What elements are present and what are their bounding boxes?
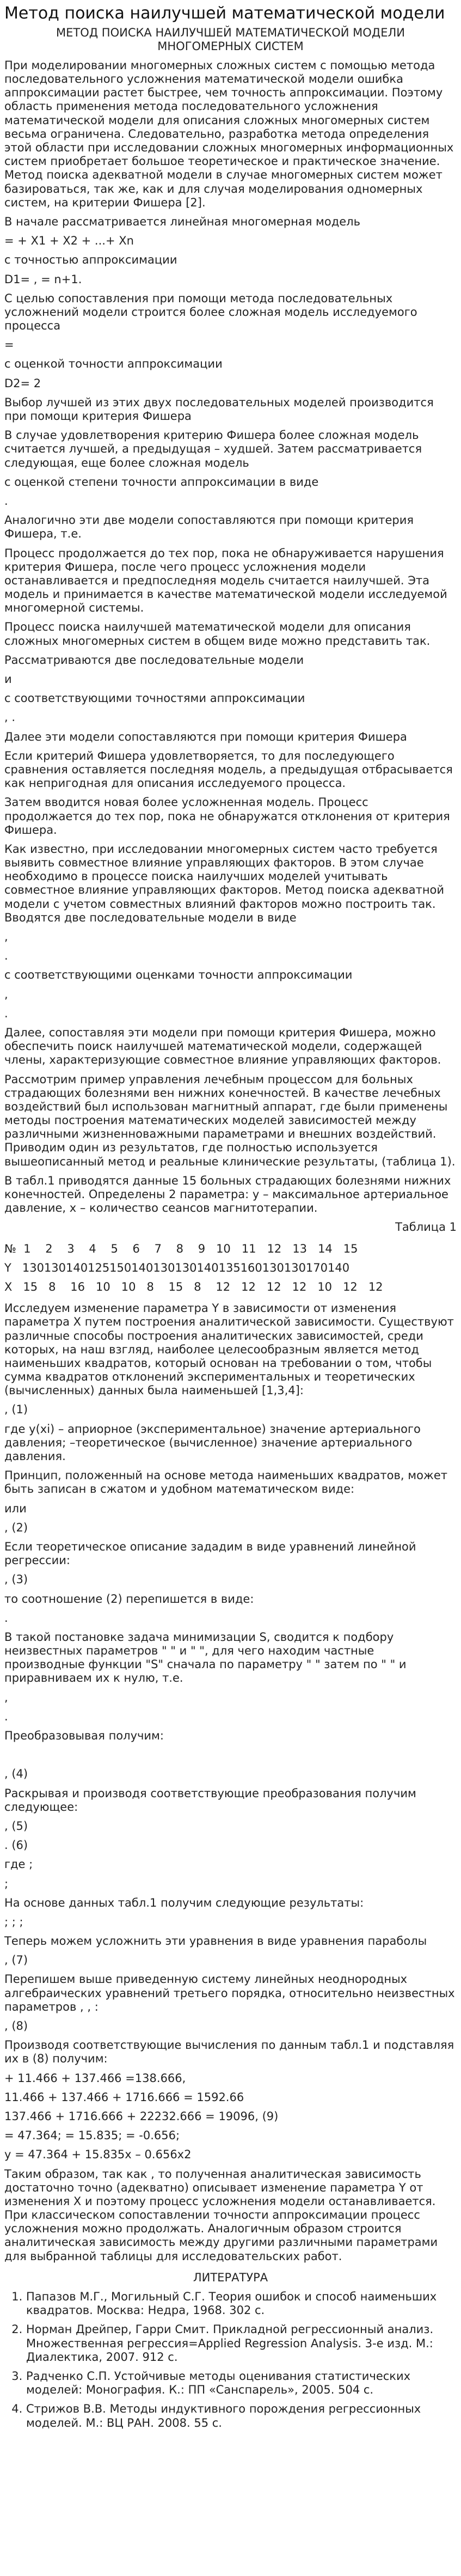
paragraph: На основе данных табл.1 получим следующие результаты: [4, 1896, 364, 1909]
paragraph: Если теоретическое описание зададим в виде уравнений линейной регрессии: [4, 1540, 416, 1567]
table-row-number: № 1 2 3 4 5 6 7 8 9 10 11 12 13 14 15 [4, 1242, 358, 1255]
paragraph: Рассматриваются две последовательные модели [4, 653, 304, 667]
reference-item: 1. Папазов М.Г., Могильный С.Г. Теория ошибок и способ наименьших квадратов. Москва: Недра, 1968. 302 с. [26, 2290, 457, 2317]
formula: y = 47.364 + 15.835x – 0.656x2 [4, 2148, 192, 2162]
paragraph: Затем вводится новая более усложненная модель. Процесс продолжается до тех пор, пока не обнаружатся отклонения от критерия Фишера. [4, 796, 450, 837]
formula: где ; [4, 1858, 33, 1871]
formula: . [4, 1611, 8, 1625]
formula: , [4, 1690, 8, 1704]
formula: . (6) [4, 1839, 28, 1852]
paragraph: с точностью аппроксимации [4, 253, 177, 267]
paragraph: то соотношение (2) перепишется в виде: [4, 1592, 254, 1606]
paragraph: Если критерий Фишера удовлетворяется, то для последующего сравнения оставляется последняя модель, а предыдущая отбрасывается как непригодная для описания исследуемого процесса. [4, 749, 453, 790]
paragraph: Рассмотрим пример управления лечебным процессом для больных страдающих болезнями вен нижних конечностей. В качестве лечебных воздействий был использован магнитный аппарат, где были применены методы построения математических моделей зависимостей между различными жизненноважными параметрами и внешних воздействий. Приводим один из результатов, где полностью используется вышеописанный метод и реальные клинические результаты, (таблица 1). [4, 1072, 456, 1168]
formula: или [4, 1501, 27, 1515]
paragraph: С целью сопоставления при помощи метода последовательных усложнений модели строится более сложная модель исследуемого процесса [4, 291, 417, 333]
paragraph: с соответствующими точностями аппроксимации [4, 692, 305, 705]
formula: = + X1 + X2 + ...+ Xn [4, 234, 134, 248]
paragraph: При моделировании многомерных сложных систем с помощью метода последовательного усложнения математической модели ошибка аппроксимации растет быстрее, чем точность аппроксимации. Поэтому область применения метода последовательного усложнения математической модели для описания сложных многомерных систем весьма ограничена. Следовательно, разработка метода определения этой области при исследовании сложных многомерных информационных систем приобретает большое теоретическое и практическое значение. Метод поиска адекватной модели в случае многомерных систем может базироваться, так же, как и для случая моделирования одномерных систем, на критерии Фишера [2]. [4, 58, 454, 209]
paragraph: с оценкой точности аппроксимации [4, 357, 223, 371]
paragraph: Производя соответствующие вычисления по данным табл.1 и подставляя их в (8) получим: [4, 2038, 454, 2066]
data-table [4, 1242, 457, 1295]
formula: , [4, 987, 8, 1001]
document [4, 0, 457, 2435]
paragraph: Процесс продолжается до тех пор, пока не обнаруживается нарушения критерия Фишера, после чего процесс усложнения модели останавливается и предпоследняя модель считается наилучшей. Эта модель и принимается в качестве математической модели исследуемой многомерной системы. [4, 546, 447, 615]
paragraph: Перепишем выше приведенную систему линейных неоднородных алгебраических уравнений третьего порядка, относительно неизвестных параметров , , : [4, 1973, 455, 2013]
reference-item: 2. Норман Дрейпер, Гарри Смит. Прикладной регрессионный анализ. Множественная регрессия=Applied Regression Analysis. 3-е изд. М.: Диалектика, 2007. 912 с. [26, 2323, 457, 2364]
paragraph: с соответствующими оценками точности аппроксимации [4, 968, 353, 982]
paragraph: Выбор лучшей из этих двух последовательных моделей производится при помощи критерия Фишера [4, 395, 434, 423]
paragraph: Принцип, положенный на основе метода наименьших квадратов, может быть записан в сжатом и удобном математическом виде: [4, 1469, 447, 1496]
paragraph: Таким образом, так как , то полученная аналитическая зависимость достаточно точно (адекватно) описывает изменение параметра Y от изменения X и поэтому процесс усложнения модели останавливается. При классическом сопоставлении точности аппроксимации процесс усложнения можно продолжать. Аналогичным образом строится аналитическая зависимость между другими различными параметрами для выбранной таблицы для исследовательских работ. [4, 2167, 438, 2263]
paragraph: В такой постановке задача минимизации S, сводится к подбору неизвестных параметров " " и " ", для чего находим частные производные функции "S" сначала по параметру " " затем по " " и приравниваем их к нулю, т.е. [4, 1630, 407, 1685]
paragraph: В табл.1 приводятся данные 15 больных страдающих болезнями нижних конечностей. Определены 2 параметра: y – максимальное артериальное давление, x – количество сеансов магнитотерапии. [4, 1174, 451, 1215]
formula: . [4, 949, 8, 963]
reference-item: 4. Стрижов В.В. Методы индуктивного порождения регрессионных моделей. М.: ВЦ РАН. 2008. 55 с. [26, 2402, 457, 2430]
paragraph: Исследуем изменение параметра Y в зависимости от изменения параметра X путем построения аналитической зависимости. Существуют различные способы построения аналитических зависимостей, среди которых, на наш взгляд, наиболее целесообразным является метод наименьших квадратов, который основан на требовании о том, чтобы сумма квадратов отклонений экспериментальных и теоретических (вычисленных) данных была наименьшей [1,3,4]: [4, 1302, 454, 1397]
formula [4, 1748, 457, 1762]
formula: D1= , = n+1. [4, 272, 82, 286]
paragraph: Раскрывая и производя соответствующие преобразования получим следующее: [4, 1786, 416, 1814]
paragraph: где y(xi) – априорное (экспериментальное) значение артериального давления; –теоретическое (вычисленное) значение артериального давления. [4, 1422, 421, 1463]
formula: , (5) [4, 1819, 28, 1833]
table-caption: Таблица 1 [395, 1220, 457, 1234]
formula: , (3) [4, 1573, 28, 1586]
formula: , (4) [4, 1767, 28, 1781]
formula: , [4, 930, 8, 943]
paragraph: Как известно, при исследовании многомерных систем часто требуется выявить совместное влияние управляющих факторов. В этом случае необходимо в процессе поиска наилучших моделей учитывать совместное влияние управляющих факторов. Метод поиска адекватной модели с учетом совместных влияний факторов можно построить так. Вводятся две последовательные модели в виде [4, 842, 445, 924]
formula: и [4, 673, 12, 686]
reference-item: 3. Радченко С.П. Устойчивые методы оценивания статистических моделей: Монография. К.: ПП «Санспарель», 2005. 504 с. [26, 2370, 457, 2397]
paragraph: Далее эти модели сопоставляются при помощи критерия Фишера [4, 730, 407, 743]
article-heading-line1: МЕТОД ПОИСКА НАИЛУЧШЕЙ МАТЕМАТИЧЕСКОЙ МОДЕЛИ [56, 26, 405, 39]
formula: , (2) [4, 1521, 28, 1534]
formula: = [4, 338, 14, 352]
paragraph: с оценкой степени точности аппроксимации в виде [4, 475, 319, 489]
formula: , (8) [4, 2019, 28, 2032]
table-row-x: X 15 8 16 10 10 8 15 8 12 12 12 12 10 12 12 [4, 1280, 383, 1293]
formula: . [4, 1006, 8, 1020]
paragraph: В случае удовлетворения критерию Фишера более сложная модель считается лучшей, а предыдущая – худшей. Затем рассматривается следующая, еще более сложная модель [4, 429, 422, 469]
table-row-y: Y 130130140125150140130130140135160130130170140 [4, 1261, 350, 1274]
formula: 11.466 + 137.466 + 1716.666 = 1592.66 [4, 2090, 244, 2104]
formula: ; ; ; [4, 1915, 23, 1928]
formula: . [4, 494, 8, 508]
formula: ; [4, 1877, 9, 1890]
formula: D2= 2 [4, 376, 41, 390]
paragraph: Аналогично эти две модели сопоставляются при помощи критерия Фишера, т.е. [4, 514, 414, 541]
literature-heading: ЛИТЕРАТУРА [193, 2270, 268, 2284]
formula: 137.466 + 1716.666 + 22232.666 = 19096, (9) [4, 2109, 279, 2123]
paragraph: Преобразовывая получим: [4, 1729, 164, 1742]
paragraph: Процесс поиска наилучшей математической модели для описания сложных многомерных систем в общем виде можно представить так. [4, 620, 431, 648]
reference-list [4, 2290, 457, 2430]
formula: . [4, 1710, 8, 1723]
formula: , (1) [4, 1403, 28, 1417]
formula: , . [4, 711, 16, 724]
article-heading-line2: МНОГОМЕРНЫХ СИСТЕМ [157, 39, 304, 53]
page-title: Метод поиска наилучшей математической модели [4, 4, 445, 23]
paragraph: Теперь можем усложнить эти уравнения в виде уравнения параболы [4, 1934, 427, 1948]
paragraph: Далее, сопоставляя эти модели при помощи критерия Фишера, можно обеспечить поиск наилучшей математической модели, содержащей члены, характеризующие совместное влияние управляющих факторов. [4, 1025, 441, 1067]
formula: , (7) [4, 1954, 28, 1967]
formula: = 47.364; = 15.835; = -0.656; [4, 2129, 180, 2142]
paragraph: В начале рассматривается линейная многомерная модель [4, 215, 360, 228]
formula: + 11.466 + 137.466 =138.666, [4, 2071, 186, 2085]
